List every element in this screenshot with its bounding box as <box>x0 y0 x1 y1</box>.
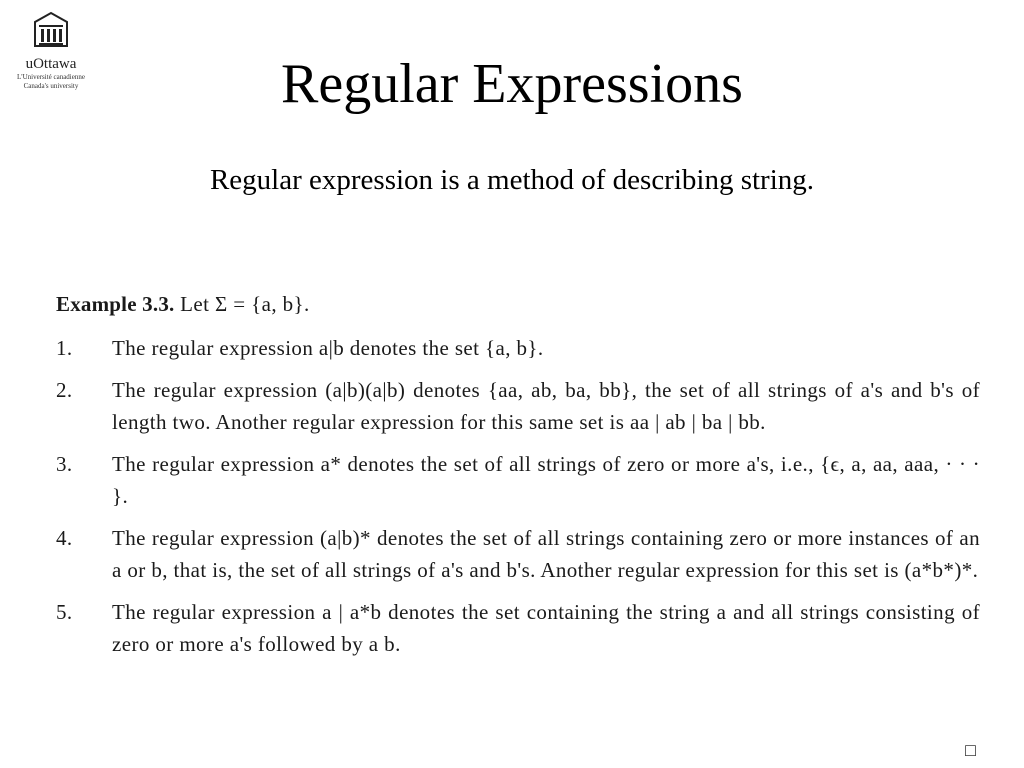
logo-tagline-english: Canada's university <box>23 82 79 90</box>
list-item-number: 5. <box>56 600 73 624</box>
slide-subtitle: Regular expression is a method of describing string. <box>209 164 815 196</box>
list-item <box>56 522 980 586</box>
list-item-text: The regular expression a | a*b denotes the set containing the string a and all strings consisting of zero or more a's followed by a b. <box>112 600 980 656</box>
logo-name: uOttawa <box>25 56 77 72</box>
list-item <box>56 448 980 512</box>
example-intro: Let Σ = {a, b}. <box>180 292 310 316</box>
list-item <box>56 374 980 438</box>
example-label: Example 3.3. <box>56 292 175 316</box>
list-item-text: The regular expression (a|b)* denotes the set of all strings containing zero or more instances of an a or b, that is, the set of all strings of a's and b's. Another regular expression for this set is (a*b*)*. <box>112 526 980 582</box>
example-block <box>56 288 980 670</box>
example-heading <box>56 288 980 320</box>
list-item-number: 4. <box>56 526 73 550</box>
end-of-example-mark: □ <box>965 740 976 760</box>
slide-title: Regular Expressions <box>281 53 743 115</box>
logo-tagline-french: L'Université canadienne <box>17 73 85 81</box>
building-icon <box>31 10 71 50</box>
list-item-text: The regular expression a|b denotes the set {a, b}. <box>112 336 544 360</box>
list-item-number: 2. <box>56 378 73 402</box>
list-item-number: 1. <box>56 336 73 360</box>
list-item-number: 3. <box>56 452 73 476</box>
list-item <box>56 332 980 364</box>
list-item-text: The regular expression a* denotes the set of all strings of zero or more a's, i.e., {ϵ, a, aa, aaa, · · · }. <box>112 452 980 508</box>
list-item-text: The regular expression (a|b)(a|b) denotes {aa, ab, ba, bb}, the set of all strings of a's and b's of length two. Another regular expression for this same set is aa | ab | ba | bb. <box>112 378 980 434</box>
list-item <box>56 596 980 660</box>
